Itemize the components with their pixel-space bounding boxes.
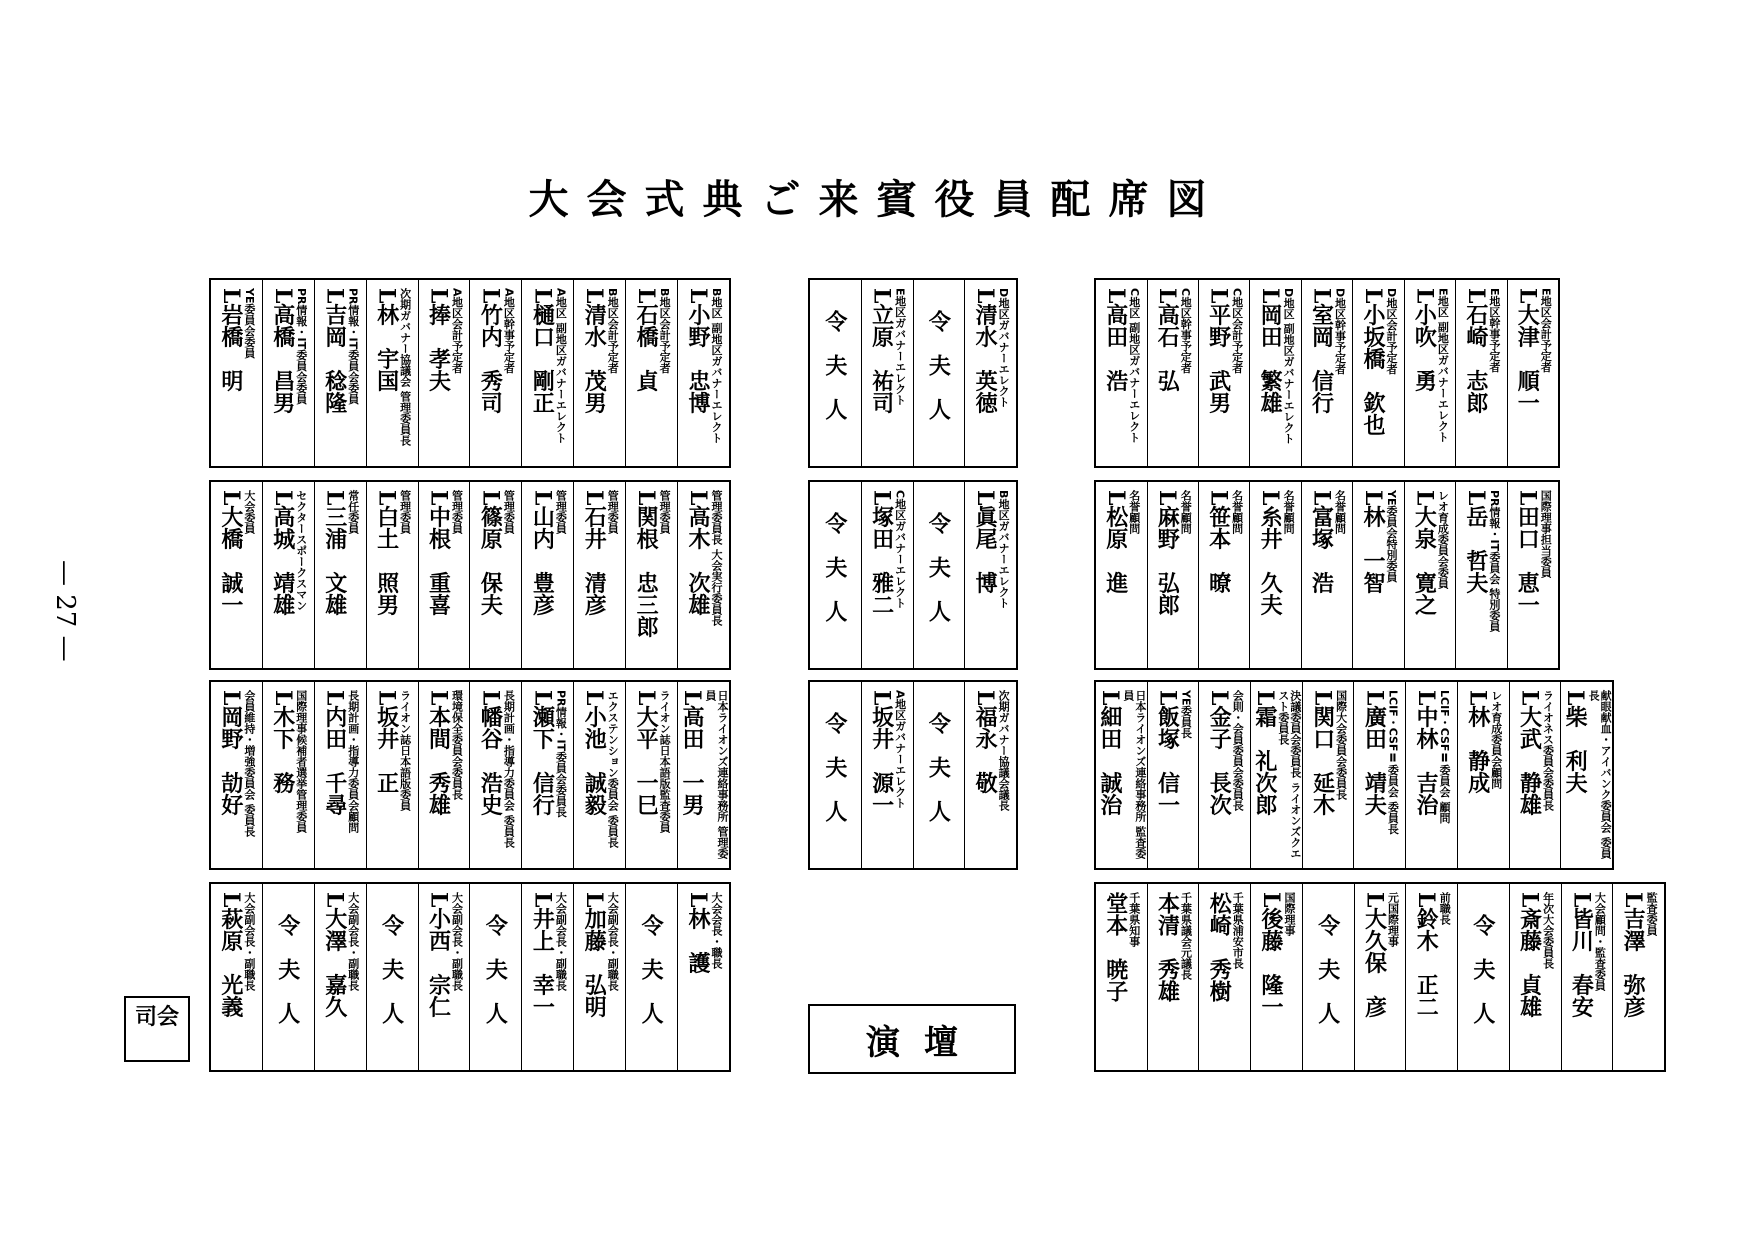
seat-role: 管理委員 [606,490,620,534]
seat-role: YE委員長 [1179,690,1193,739]
seat-cell [1509,884,1561,1070]
seat-role: セクタースポークスマン [294,490,308,611]
seat-cell [861,682,913,868]
seat-role: A地区幹事予定者 [502,288,516,374]
seat-cell [418,280,470,466]
seat-name: L石橋 貞 [633,288,660,392]
seat-cell [573,280,625,466]
seat-role: 名誉顧問 [1282,490,1296,534]
seat-name: L竹内 秀司 [477,288,504,414]
seat-role: 次期ガバナー協議会議長 [997,690,1011,811]
seat-role: YE委員会委員 [242,288,256,359]
page-number: — 27 — [50,560,80,662]
seat-block-center-row3 [808,680,1018,870]
seat-cell [211,482,262,668]
seat-role: E地区幹事予定者 [1487,288,1501,373]
seat-name: L霜 礼次郎 [1251,690,1278,816]
seat-role: 大会副会長・副職長 [242,892,256,991]
seat-name: L萩原 光義 [217,892,244,1018]
seat-role: YE委員会特別委員 [1384,490,1398,583]
seat-role: 決議委員会委員長 ライオンズクエスト委員長 [1276,690,1302,859]
spouse-seat-label: 令夫人 [925,512,952,644]
seat-name: L篠原 保夫 [477,490,504,616]
seat-name: L高城 靖雄 [269,490,296,616]
seat-cell [1612,884,1664,1070]
seat-name: L高石 弘 [1154,288,1181,392]
seat-cell [573,482,625,668]
seat-name: L立原 祐司 [868,288,895,414]
seat-block-left-row2 [209,480,731,670]
seat-cell [861,280,913,466]
seat-role: A地区会計予定者 [450,288,464,374]
seat-name: L眞尾 博 [972,490,999,594]
seat-role: 元国際理事 [1386,892,1400,947]
seat-role: 国際大会委員会委員長 [1334,690,1348,800]
seat-cell [366,482,418,668]
seat-role: 管理委員長 大会実行委員長 [710,490,724,626]
seat-name: L後藤 隆一 [1257,892,1284,1018]
seat-cell [521,682,573,868]
seat-cell [1302,682,1354,868]
spouse-seat-label: 令夫人 [638,914,665,1046]
seat-role: A地区 副地区ガバナーエレクト [554,288,568,444]
seat-cell [1147,884,1199,1070]
seat-cell [625,682,677,868]
page-title: 大会式典ご来賓役員配席図 [528,176,1225,223]
seat-name: L大平 一巳 [633,690,660,816]
seat-block-center-row2 [808,480,1018,670]
seat-cell [1352,482,1403,668]
seat-role: PR情報・IT委員会委員長 [554,690,568,818]
seat-role: LCIF・CSFⅡ委員会 委員長 [1386,690,1400,835]
seat-name: 堂本 暁子 [1102,892,1129,1002]
seat-cell [366,280,418,466]
seat-name: L田口 恵一 [1514,490,1541,616]
seat-name: L大武 静雄 [1516,690,1543,816]
seat-role: C地区幹事予定者 [1179,288,1193,374]
seat-role: 名誉顧問 [1127,490,1141,534]
seat-role: D地区幹事予定者 [1333,288,1347,375]
seat-cell [469,280,521,466]
seat-name: L林 護 [685,892,712,974]
seat-name: L大久保 彦 [1361,892,1388,1018]
seat-name: L内田 千尋 [321,690,348,816]
seat-cell [1147,482,1198,668]
seat-cell [1352,280,1403,466]
seat-role: 名誉顧問 [1333,490,1347,534]
seat-role: B地区会計予定者 [658,288,672,374]
seat-name: L小吹 勇 [1411,288,1438,392]
seat-role: 日本ライオンズ連絡事務所 監査委員 [1121,690,1147,859]
seat-role: 監査委員 [1645,892,1659,936]
seat-block-right-row1 [1094,278,1560,468]
seat-cell [677,280,729,466]
seat-name: L岳 哲夫 [1462,490,1489,594]
seat-cell [625,884,677,1070]
seat-role: ライオン誌日本語版監査委員 [658,690,672,833]
spouse-seat-label: 令夫人 [1314,914,1341,1046]
seat-cell [677,682,729,868]
seat-name: L大澤 嘉久 [321,892,348,1018]
seat-cell [521,884,573,1070]
seat-cell [469,482,521,668]
seat-name: L加藤 弘明 [581,892,608,1018]
seat-cell [366,884,418,1070]
seat-name: L林 一智 [1359,490,1386,594]
seat-name: L坂井 正 [373,690,400,794]
seat-cell [810,482,861,668]
seat-name: L中林 吉治 [1413,690,1440,816]
spouse-seat-label: 令夫人 [482,914,509,1046]
seat-name: L岡野 劼好 [217,690,244,816]
seat-cell [677,482,729,668]
seat-name: L林 宇国 [373,288,400,392]
seat-block-left-row1 [209,278,731,468]
seat-cell [366,682,418,868]
seat-cell [211,682,262,868]
seat-name: L岡田 繁雄 [1257,288,1284,414]
seat-role: D地区会計予定者 [1384,288,1398,375]
seat-cell [964,482,1016,668]
seat-role: C地区ガバナーエレクト [893,490,907,609]
seat-cell [1301,482,1352,668]
seat-role: 常任委員 [346,490,360,534]
seat-cell [810,280,861,466]
seat-name: L関根 忠三郎 [633,490,660,638]
seat-cell [1096,280,1146,466]
seat-name: L岩橋 明 [217,288,244,392]
seat-cell [1250,682,1302,868]
seat-cell [521,482,573,668]
seat-role: 管理委員 [658,490,672,534]
seat-role: D地区 副地区ガバナーエレクト [1282,288,1296,444]
seat-cell [573,884,625,1070]
seat-role: PR情報・IT委員会委員 [346,288,360,405]
seat-role: B地区会計予定者 [606,288,620,374]
seat-name: L木下 務 [269,690,296,794]
seat-role: 千葉県浦安市長 [1231,892,1245,969]
seat-name: L麻野 弘郎 [1154,490,1181,616]
seat-cell [810,682,861,868]
seat-name: L飯塚 信一 [1154,690,1181,816]
seat-cell [1353,682,1405,868]
seat-role: 環境保全委員会委員長 [450,690,464,800]
seat-role: 長期計画・指導力委員会 委員長 [502,690,516,848]
seat-role: レオ育成委員会委員 [1436,490,1450,589]
seat-role: E地区ガバナーエレクト [893,288,907,406]
spouse-seat-label: 令夫人 [1469,914,1496,1046]
seat-cell [1147,280,1198,466]
seat-cell [1096,884,1147,1070]
seat-name: L吉澤 弥彦 [1620,892,1647,1018]
seat-role: 大会副会長・副職長 [450,892,464,991]
spouse-seat-label: 令夫人 [378,914,405,1046]
seat-role: 前職長 [1438,892,1452,925]
seat-block-left-row4 [209,882,731,1072]
podium-label: 演壇 [808,1004,1016,1074]
seat-cell [1198,280,1249,466]
seat-role: 管理委員 [450,490,464,534]
seat-cell [625,280,677,466]
seat-role: 名誉顧問 [1230,490,1244,534]
seat-name: L鈴木 正二 [1413,892,1440,1018]
seat-cell [1455,482,1506,668]
seat-name: L山内 豊彦 [529,490,556,616]
seat-role: 日本ライオンズ連絡事務所 管理委員 [704,690,729,859]
seat-role: 次期ガバナー協議会 管理委員長 [398,288,412,446]
seat-role: エクステンション委員会 委員長 [606,690,620,848]
seat-role: 会則・会員委員会委員長 [1231,690,1245,811]
seat-name: L皆川 春安 [1568,892,1595,1018]
seat-cell [1096,482,1146,668]
seat-name: L松原 進 [1102,490,1129,594]
seat-name: L柴 利夫 [1562,690,1589,794]
seat-cell [1302,884,1354,1070]
seat-cell [1457,884,1509,1070]
seat-name: L大泉 寛之 [1411,490,1438,616]
seat-cell [1561,884,1613,1070]
seat-role: ライオン誌日本語版委員 [398,690,412,811]
seat-name: L廣田 靖夫 [1361,690,1388,816]
seat-role: B地区 副地区ガバナーエレクト [710,288,724,444]
seat-name: L中根 重喜 [425,490,452,616]
seat-name: L白土 照男 [373,490,400,616]
seat-name: L井上 幸一 [529,892,556,1018]
seat-role: C地区会計予定者 [1230,288,1244,374]
seat-name: L清水 茂男 [581,288,608,414]
seat-name: L小坂橋 欽也 [1359,288,1386,436]
seat-cell [1198,884,1250,1070]
seat-cell [1301,280,1352,466]
seat-cell [262,884,314,1070]
seat-role: C地区 副地区ガバナーエレクト [1127,288,1141,443]
seat-cell [1354,884,1406,1070]
seat-role: 長期計画・指導力委員会顧問 [346,690,360,833]
seat-block-right-row2 [1094,480,1560,670]
seat-block-right-row4 [1094,882,1666,1072]
seat-cell [1404,280,1455,466]
seat-cell [1457,682,1509,868]
seat-name: L関口 延木 [1309,690,1336,816]
seat-cell [469,884,521,1070]
seat-cell [1147,682,1199,868]
seat-name: L吉岡 稔隆 [321,288,348,414]
seat-cell [314,682,366,868]
spouse-seat-label: 令夫人 [821,712,848,844]
seat-cell [1404,482,1455,668]
seat-cell [1507,482,1558,668]
seat-role: 大会副会長・副職長 [554,892,568,991]
seat-role: ライオネス委員会委員長 [1541,690,1555,811]
seat-cell [1507,280,1558,466]
seat-cell [211,280,262,466]
seat-name: 松崎 秀樹 [1206,892,1233,1002]
seat-role: 千葉県議会元議長 [1179,892,1193,980]
seat-cell [314,280,366,466]
seat-cell [573,682,625,868]
seat-role: E地区会計予定者 [1539,288,1553,373]
seat-role: 大会顧問・監査委員 [1593,892,1607,991]
seat-cell [418,682,470,868]
spouse-seat-label: 令夫人 [925,712,952,844]
seat-cell [469,682,521,868]
seat-name: L大津 順一 [1514,288,1541,414]
seat-cell [521,280,573,466]
seat-role: 千葉県知事 [1127,892,1141,947]
seat-block-right-row3 [1094,680,1614,870]
seat-cell [314,884,366,1070]
seat-name: L捧 孝夫 [425,288,452,392]
seat-cell [1249,482,1300,668]
seat-cell [1198,482,1249,668]
seat-cell [262,280,314,466]
seat-name: L小野 忠博 [685,288,712,414]
seat-cell [861,482,913,668]
seat-cell [1455,280,1506,466]
seat-name: L清水 英徳 [972,288,999,414]
seat-name: L室岡 信行 [1308,288,1335,414]
seat-cell [262,682,314,868]
seat-role: D地区ガバナーエレクト [997,288,1011,408]
seat-name: L高木 次雄 [685,490,712,616]
seat-role: 名誉顧問 [1179,490,1193,534]
seat-cell [625,482,677,668]
seat-role: B地区ガバナーエレクト [997,490,1011,609]
seat-name: L高橋 昌男 [269,288,296,414]
seat-role: 大会委員 [242,490,256,534]
seat-role: 大会副会長・副職長 [606,892,620,991]
seat-cell [964,682,1016,868]
seat-name: L三浦 文雄 [321,490,348,616]
seat-role: 大会副会長・副職長 [346,892,360,991]
seat-name: L石井 清彦 [581,490,608,616]
seat-name: L塚田 雅二 [868,490,895,616]
seat-name: L細田 誠治 [1096,690,1123,816]
seat-name: L樋口 剛正 [529,288,556,414]
seat-cell [1509,682,1561,868]
seat-name: L高田 一男 [679,690,706,816]
seat-name: L平野 武男 [1205,288,1232,414]
seat-role: E地区 副地区ガバナーエレクト [1436,288,1450,443]
seat-name: L本間 秀雄 [425,690,452,816]
seat-name: L小西 宗仁 [425,892,452,1018]
seat-name: L笹本 暸 [1205,490,1232,594]
seat-role: 献眼献血・アイバンク委員会 委員長 [1587,690,1612,859]
seat-cell [1405,884,1457,1070]
seat-cell [913,682,965,868]
seat-name: L石崎 志郎 [1462,288,1489,414]
seat-name: L糸井 久夫 [1257,490,1284,616]
seat-name: L富塚 浩 [1308,490,1335,594]
seat-name: 本清 秀雄 [1154,892,1181,1002]
seat-cell [1560,682,1612,868]
spouse-seat-label: 令夫人 [925,310,952,442]
seat-role: 国際理事候補者選挙管理委員 [294,690,308,833]
seat-cell [1096,682,1147,868]
spouse-seat-label: 令夫人 [821,310,848,442]
seat-role: レオ育成委員会顧問 [1489,690,1503,789]
seat-cell [1198,682,1250,868]
seat-block-left-row3 [209,680,731,870]
spouse-seat-label: 令夫人 [821,512,848,644]
seat-cell [1405,682,1457,868]
seat-cell [913,280,965,466]
seat-role: 会員維持・増強委員会 委員長 [242,690,256,837]
seat-name: L斎藤 貞雄 [1516,892,1543,1018]
seat-name: L坂井 源一 [868,690,895,816]
mc-label: 司会 [124,996,190,1062]
seat-cell [211,884,262,1070]
seat-cell [964,280,1016,466]
seat-role: 管理委員 [398,490,412,534]
seat-role: 国際理事 [1282,892,1296,936]
seat-role: 年次大会委員長 [1541,892,1555,969]
seat-cell [677,884,729,1070]
seat-cell [418,884,470,1070]
seat-name: L幡谷 浩史 [477,690,504,816]
seat-cell [913,482,965,668]
seat-role: 管理委員 [502,490,516,534]
seat-cell [1249,280,1300,466]
seat-role: LCIF・CSFⅡ委員会 顧問 [1438,690,1452,824]
seat-role: 大会会長・職長 [710,892,724,969]
seat-name: L小池 誠毅 [581,690,608,816]
seat-cell [262,482,314,668]
seat-role: 管理委員 [554,490,568,534]
seat-name: L林 静成 [1464,690,1491,794]
seat-cell [418,482,470,668]
seat-cell [1250,884,1302,1070]
seat-name: L瀬下 信行 [529,690,556,816]
seat-name: L金子 長次 [1206,690,1233,816]
seat-block-center-row1 [808,278,1018,468]
seat-role: A地区ガバナーエレクト [893,690,907,809]
seat-name: L高田 浩 [1102,288,1129,392]
seat-role: 国際理事担当委員 [1539,490,1553,578]
seat-name: L大橋 誠一 [217,490,244,616]
spouse-seat-label: 令夫人 [274,914,301,1046]
seat-role: PR情報・IT委員会委員 [294,288,308,405]
seat-cell [314,482,366,668]
seat-role: PR情報・IT委員会 特別委員 [1487,490,1501,632]
seat-name: L福永 敬 [972,690,999,794]
